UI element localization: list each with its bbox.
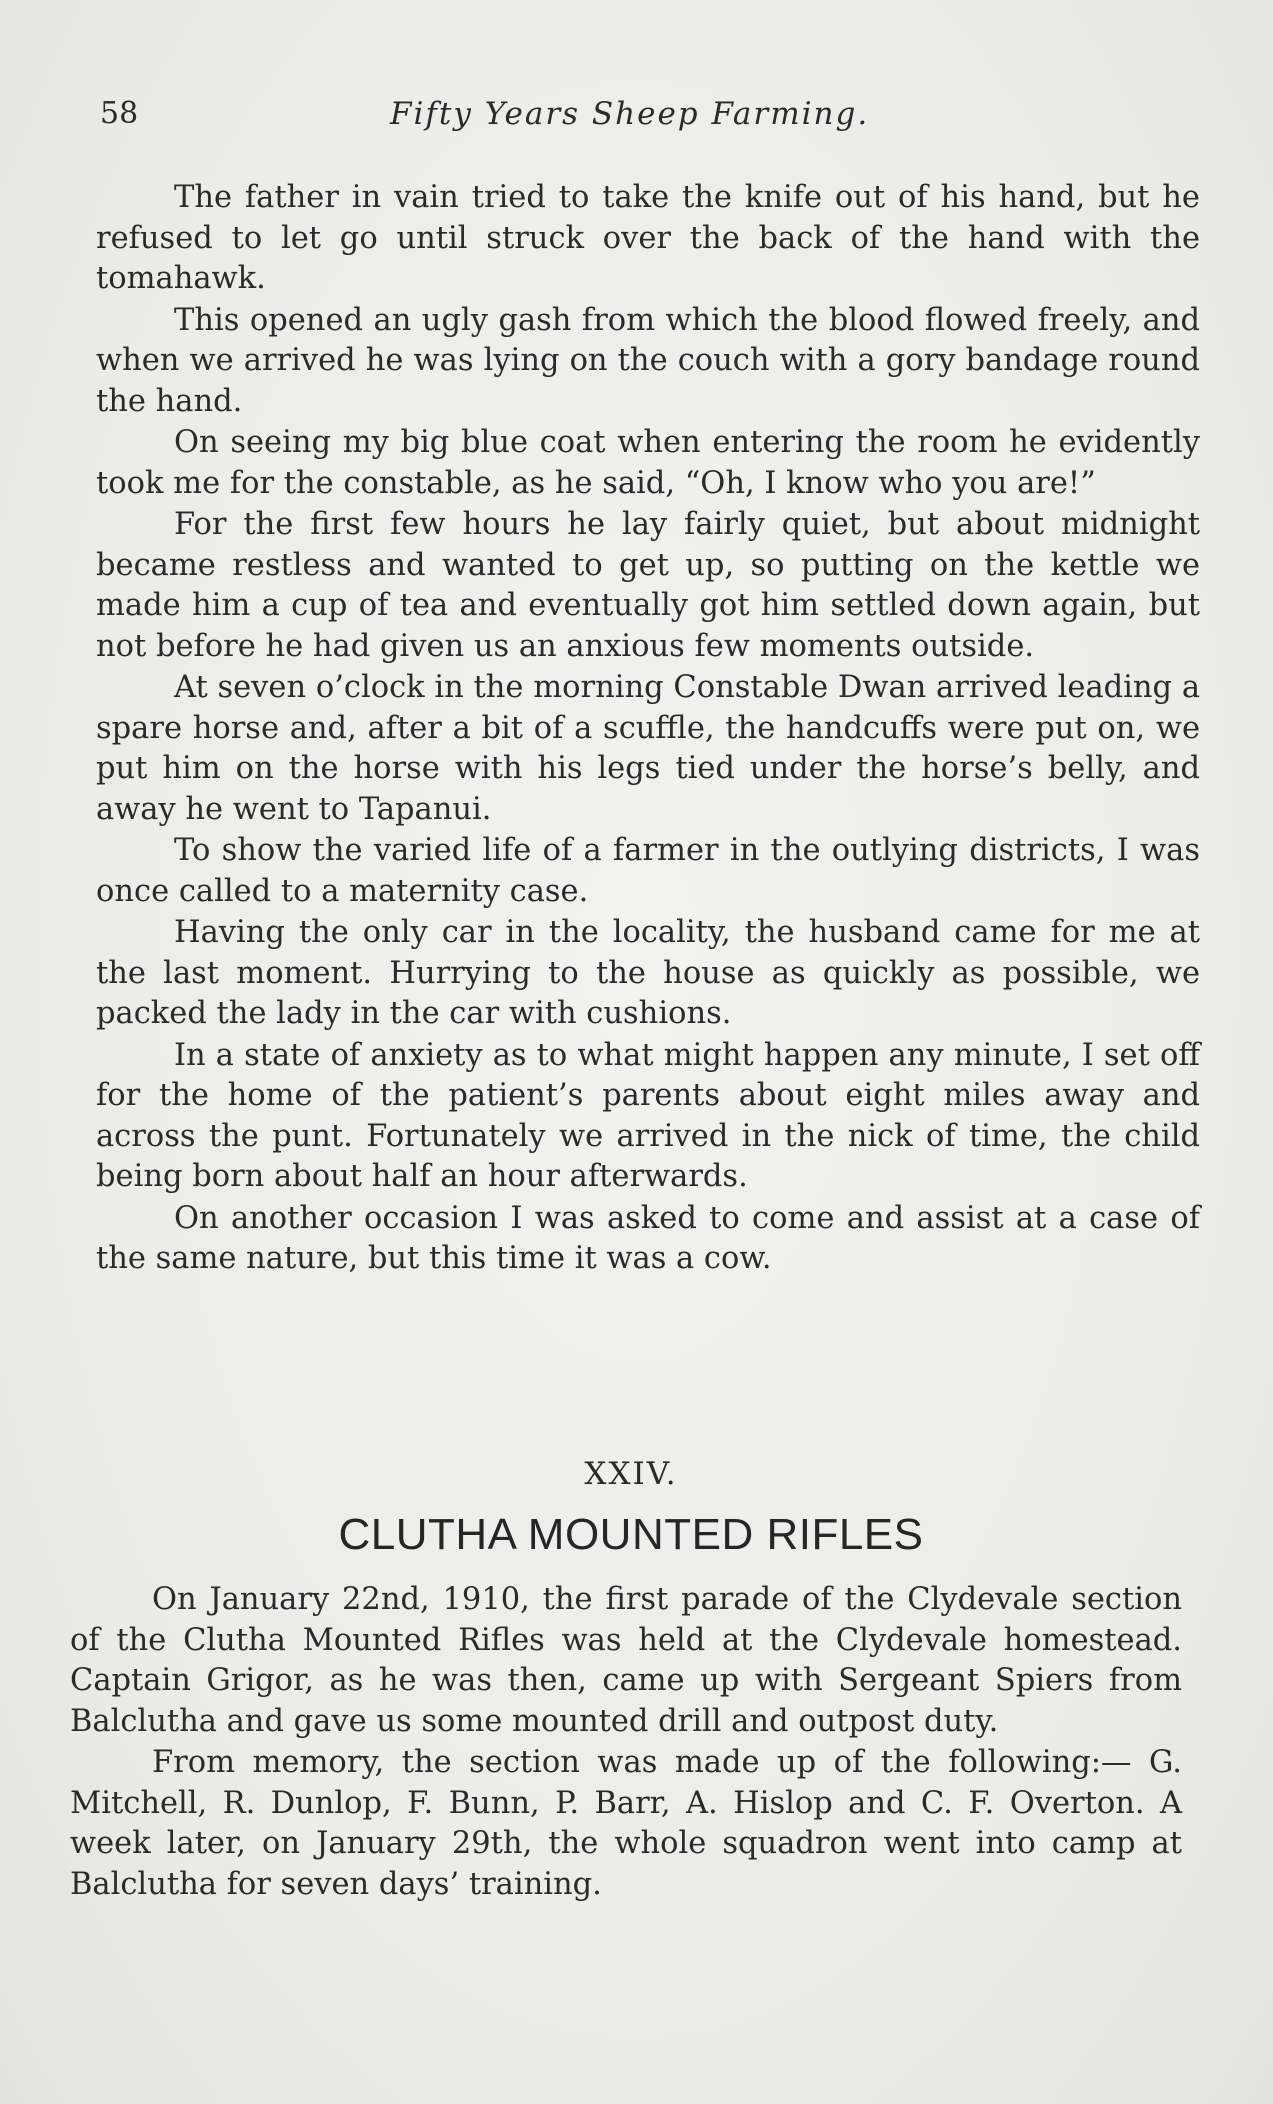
paragraph: On another occasion I was asked to come and assist at a case of the same nature, but this time it was a cow.	[96, 1200, 1200, 1276]
body-text	[96, 178, 1200, 1281]
chapter-body-text	[70, 1580, 1182, 1906]
paragraph: In a state of anxiety as to what might happen any minute, I set off for the home of the patient’s parents about eight miles away and across the punt. Fortunately we arrived in the nick of time, the child being born about half an hour afterwards.	[96, 1037, 1200, 1194]
chapter-number: XXIV.	[584, 1456, 678, 1492]
running-title: Fifty Years Sheep Farming.	[390, 96, 870, 132]
chapter-title: CLUTHA MOUNTED RIFLES	[338, 1510, 924, 1559]
paragraph: On seeing my big blue coat when entering the room he evidently took me for the constable, as he said, “Oh, I know who you are!”	[96, 425, 1200, 501]
paragraph: On January 22nd, 1910, the first parade of the Clydevale section of the Clutha Mounted Rifles was held at the Clydevale homestead. Captain Grigor, as he was then, came up with Sergeant Spiers from Balclutha and gave us some mounted drill and outpost duty.	[70, 1582, 1182, 1739]
paragraph: From memory, the section was made up of the following:— G. Mitchell, R. Dunlop, F. Bunn, P. Barr, A. Hislop and C. F. Overton. A week later, on January 29th, the whole squadron went into camp at Balclutha for seven days’ training.	[70, 1745, 1182, 1902]
paragraph: At seven o’clock in the morning Constable Dwan arrived leading a spare horse and, after a bit of a scuffle, the handcuffs were put on, we put him on the horse with his legs tied under the horse’s belly, and away he went to Tapanui.	[96, 670, 1200, 827]
running-head	[100, 96, 1200, 146]
paragraph: This opened an ugly gash from which the blood flowed freely, and when we arrived he was lying on the couch with a gory bandage round the hand.	[96, 302, 1200, 419]
paragraph: For the first few hours he lay fairly quiet, but about midnight became restless and wanted to get up, so putting on the kettle we made him a cup of tea and eventually got him settled down again, but not before he had given us an anxious few moments outside.	[96, 507, 1200, 664]
paragraph: Having the only car in the locality, the husband came for me at the last moment. Hurrying to the house as quickly as possible, we packed the lady in the car with cushions.	[96, 915, 1200, 1031]
page-number: 58	[100, 96, 139, 131]
paragraph: To show the varied life of a farmer in the outlying districts, I was once called to a maternity case.	[96, 833, 1200, 909]
paragraph: The father in vain tried to take the knife out of his hand, but he refused to let go until struck over the back of the hand with the tomahawk.	[96, 180, 1200, 296]
